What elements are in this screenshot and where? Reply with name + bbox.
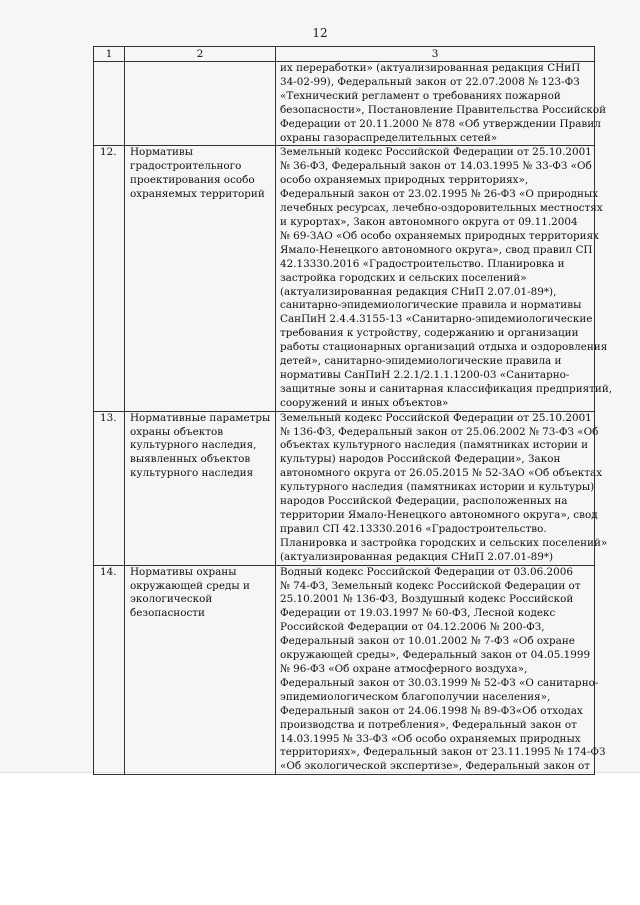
- text-line: их переработки» (актуализированная редакция СНиП: [280, 62, 581, 74]
- column-header-1: 1: [94, 47, 125, 62]
- name-line: Нормативы охраны: [130, 565, 237, 578]
- name-line: Нормативы: [130, 146, 194, 159]
- text-line: санитарно-эпидемиологические правила и нормативы: [280, 299, 582, 312]
- text-line: № 96-ФЗ «Об охране атмосферного воздуха»,: [280, 662, 528, 675]
- text-line: правил СП 42.13330.2016 «Градостроительство.: [280, 522, 547, 535]
- name-line: градостроительного: [130, 160, 242, 173]
- text-line: производства и потребления», Федеральный закон от: [280, 718, 577, 731]
- text-line: и курортах», Закон автономного округа от 09.11.2004: [280, 215, 578, 228]
- column-header-3: 3: [276, 47, 595, 62]
- name-line: охраняемых территорий: [130, 188, 265, 201]
- text-line: культурного наследия (памятниках истории и культуры): [280, 481, 595, 494]
- text-line: эпидемиологическом благополучии населения»,: [280, 690, 551, 703]
- text-line: работы стационарных организаций отдыха и оздоровления: [280, 341, 608, 354]
- name-line: Нормативные параметры: [130, 411, 271, 424]
- name-line: выявленных объектов: [130, 453, 251, 466]
- row-text: [276, 565, 606, 775]
- text-line: «Об экологической экспертизе», Федеральный закон от: [280, 760, 591, 773]
- name-line: культурного наследия,: [130, 439, 257, 452]
- text-line: (актуализированная редакция СНиП 2.07.01-89*),: [280, 285, 557, 298]
- row-number: 13.: [94, 411, 125, 565]
- text-line: 25.10.2001 № 136-ФЗ, Воздушный кодекс Российской: [280, 593, 574, 606]
- row-number: [94, 62, 125, 146]
- row-number: 12.: [94, 146, 125, 411]
- name-line: охраны объектов: [130, 425, 224, 438]
- row-number: 14.: [94, 565, 125, 775]
- text-line: объектах культурного наследия (памятниках истории и: [280, 439, 589, 452]
- text-line: Федеральный закон от 10.01.2002 № 7-ФЗ «Об охране: [280, 635, 575, 648]
- table-row-continuation: [94, 62, 595, 146]
- text-line: Федеральный закон от 30.03.1999 № 52-ФЗ «О санитарно-: [280, 676, 599, 689]
- table-row-12: [94, 146, 595, 411]
- name-line: безопасности: [130, 607, 205, 620]
- text-line: застройка городских и сельских поселений»: [280, 271, 527, 284]
- row-text: [276, 146, 613, 411]
- column-header-2: 2: [125, 47, 276, 62]
- text-line: 34-02-99), Федеральный закон от 22.07.2008 № 123-ФЗ: [280, 75, 580, 88]
- text-line: культуры) народов Российской Федерации», Закон: [280, 453, 561, 466]
- table-row-13: [94, 411, 595, 565]
- name-line: проектирования особо: [130, 174, 255, 187]
- text-line: сооружений и иных объектов»: [280, 396, 449, 409]
- text-line: № 36-ФЗ, Федеральный закон от 14.03.1995 № 33-ФЗ «Об: [280, 160, 592, 173]
- text-line: № 136-ФЗ, Федеральный закон от 25.06.2002 № 73-ФЗ «Об: [280, 425, 599, 438]
- text-line: № 69-ЗАО «Об особо охраняемых природных территориях: [280, 229, 600, 242]
- row-name: [125, 565, 276, 775]
- text-line: № 74-ФЗ, Земельный кодекс Российской Федерации от: [280, 579, 581, 592]
- text-line: территории Ямало-Ненецкого автономного округа», свод: [280, 509, 598, 521]
- text-line: Федерации от 20.11.2000 № 878 «Об утверждении Правил: [280, 117, 601, 130]
- text-line: автономного округа от 26.05.2015 № 52-ЗАО «Об объектах: [280, 467, 603, 480]
- text-line: охраны газораспределительных сетей»: [280, 131, 498, 144]
- text-line: 42.13330.2016 «Градостроительство. Планировка и: [280, 257, 565, 270]
- text-line: «Технический регламент о требованиях пожарной: [280, 89, 561, 102]
- table-header-row: [94, 47, 595, 62]
- name-line: культурного наследия: [130, 467, 254, 480]
- text-line: 14.03.1995 № 33-ФЗ «Об особо охраняемых природных: [280, 732, 581, 745]
- text-line: Земельный кодекс Российской Федерации от 25.10.2001: [280, 146, 592, 159]
- row-text: [276, 62, 607, 146]
- row-text: [276, 411, 608, 565]
- text-line: Федерации от 19.03.1997 № 60-ФЗ, Лесной кодекс: [280, 607, 556, 620]
- text-line: лечебных ресурсах, лечебно-оздоровительных местностях: [280, 202, 603, 215]
- text-line: Российской Федерации от 04.12.2006 № 200-ФЗ,: [280, 621, 545, 634]
- text-line: детей», санитарно-эпидемиологические правила и: [280, 355, 562, 368]
- text-line: народов Российской Федерации, расположенных на: [280, 495, 568, 508]
- name-line: окружающей среды и: [130, 579, 250, 592]
- text-line: Федеральный закон от 23.02.1995 № 26-ФЗ «О природных: [280, 188, 599, 201]
- text-line: нормативы СанПиН 2.2.1/2.1.1.1200-03 «Санитарно-: [280, 368, 570, 381]
- text-line: территориях», Федеральный закон от 23.11.1995 № 174-ФЗ: [280, 746, 606, 759]
- row-name: [125, 411, 276, 565]
- text-line: окружающей среды», Федеральный закон от 04.05.1999: [280, 649, 591, 662]
- norms-table: [93, 46, 613, 775]
- row-name: [125, 62, 276, 146]
- text-line: Ямало-Ненецкого автономного округа», свод правил СП: [280, 243, 593, 256]
- text-line: (актуализированная редакция СНиП 2.07.01-89*): [280, 550, 554, 563]
- name-line: экологической: [130, 593, 213, 606]
- text-line: особо охраняемых природных территориях»,: [280, 174, 529, 187]
- text-line: Планировка и застройка городских и сельских поселений»: [280, 536, 608, 549]
- text-line: СанПиН 2.4.4.3155-13 «Санитарно-эпидемиологические: [280, 313, 593, 326]
- text-line: Земельный кодекс Российской Федерации от 25.10.2001: [280, 411, 592, 424]
- page-number: 12: [312, 26, 328, 40]
- text-line: защитные зоны и санитарная классификация предприятий,: [280, 382, 613, 395]
- text-line: требования к устройству, содержанию и организации: [280, 327, 579, 340]
- text-line: Федеральный закон от 24.06.1998 № 89-ФЗ«Об отходах: [280, 704, 583, 717]
- text-line: Водный кодекс Российской Федерации от 03.06.2006: [280, 565, 573, 578]
- row-name: [125, 146, 276, 411]
- text-line: безопасности», Постановление Правительства Российской: [280, 103, 607, 116]
- table-row-14: [94, 565, 595, 775]
